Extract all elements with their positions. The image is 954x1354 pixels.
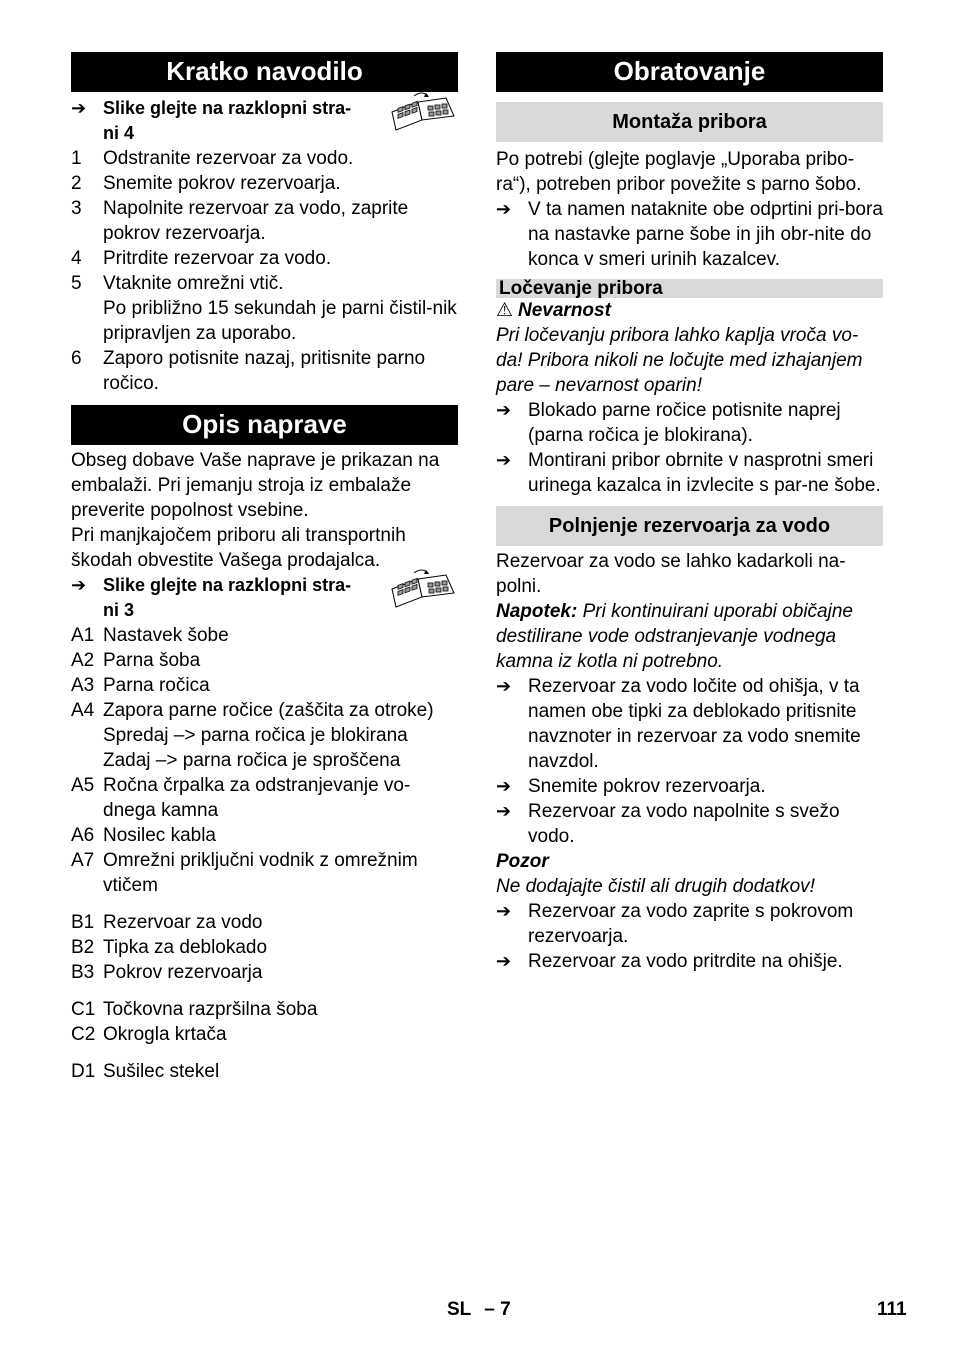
- list-item: A4 Zapora parne ročice (zaščita za otroke) Spredaj –> parna ročica je blokirana Zadaj –> parna ročica je sproščena: [71, 700, 434, 771]
- warning-icon: ⚠: [496, 300, 514, 321]
- figure-reference-2: [71, 573, 458, 623]
- steps-list: [71, 146, 458, 396]
- paragraph: Po potrebi (glejte poglavje „Uporaba pribo-ra“), potreben pribor povežite s parno šobo.: [496, 149, 862, 195]
- arrow-icon: ➔: [496, 801, 512, 821]
- parts-list-d: [71, 1059, 458, 1084]
- arrow-icon: ➔: [496, 901, 512, 921]
- list-item: A6 Nosilec kabla: [71, 825, 216, 846]
- right-column: [496, 52, 883, 974]
- parts-list-b: [71, 910, 458, 985]
- note-text: Pri kontinuirani uporabi običajne destilirane vode odstranjevanje vodnega kamna iz kotla ni potrebno.: [496, 601, 853, 672]
- figure-reference-1: [71, 96, 458, 146]
- bullet-item: ➔ Montirani pribor obrnite v nasprotni smeri urinega kazalca in izvlecite s par-ne šobe.: [496, 450, 881, 496]
- footer-language: SL: [447, 1299, 471, 1320]
- bullet-item: ➔ Blokado parne ročice potisnite naprej (parna ročica je blokirana).: [496, 400, 841, 446]
- heading-obratovanje: Obratovanje: [496, 52, 883, 92]
- paragraph: Obseg dobave Vaše naprave je prikazan na embalaži. Pri jemanju stroja iz embalaže preverite popolnost vsebine.: [71, 450, 440, 521]
- list-item: D1 Sušilec stekel: [71, 1061, 220, 1082]
- paragraph: Pri manjkajočem priboru ali transportnih škodah obvestite Vašega prodajalca.: [71, 525, 406, 571]
- parts-list-c: [71, 997, 458, 1047]
- list-item: B1 Rezervoar za vodo: [71, 912, 263, 933]
- bullet-item: ➔ Rezervoar za vodo pritrdite na ohišje.: [496, 951, 843, 972]
- danger-heading: ⚠ Nevarnost: [496, 300, 611, 321]
- spacer: [71, 985, 458, 997]
- list-item: A7 Omrežni priključni vodnik z omrežnim vtičem: [71, 850, 418, 896]
- footer-local-page: 7: [500, 1299, 511, 1320]
- caution-heading: Pozor: [496, 851, 549, 872]
- bullet-item: ➔ Rezervoar za vodo zaprite s pokrovom rezervoarja.: [496, 901, 854, 947]
- open-book-icon: [388, 567, 458, 609]
- list-item: A2 Parna šoba: [71, 650, 201, 671]
- bullet-item: ➔ Snemite pokrov rezervoarja.: [496, 776, 766, 797]
- paragraph: Rezervoar za vodo se lahko kadarkoli na-polni.: [496, 551, 846, 597]
- arrow-icon: ➔: [496, 400, 512, 420]
- list-item: A3 Parna ročica: [71, 675, 210, 696]
- arrow-icon: ➔: [496, 951, 512, 971]
- heading-kratko-navodilo: Kratko navodilo: [71, 52, 458, 92]
- spacer: [71, 898, 458, 910]
- caution-text: Ne dodajajte čistil ali drugih dodatkov!: [496, 876, 815, 897]
- arrow-icon: ➔: [496, 450, 512, 470]
- footer-section-label: [447, 1297, 511, 1322]
- list-item: 2 Snemite pokrov rezervoarja.: [71, 173, 341, 194]
- list-item: C1 Točkovna razpršilna šoba: [71, 999, 318, 1020]
- note-label: Napotek:: [496, 601, 578, 622]
- figure-reference-text: Slike glejte na razklopni stra- ni 4: [103, 98, 352, 143]
- bullet-item: ➔ V ta namen nataknite obe odprtini pri-bora na nastavke parne šobe in jih obr-nite do konca v smeri urinih kazalcev.: [496, 199, 883, 270]
- bullet-item: ➔ Rezervoar za vodo napolnite s svežo vodo.: [496, 801, 840, 847]
- parts-list-a: [71, 623, 458, 898]
- note-paragraph: [496, 599, 883, 674]
- list-item: 6 Zaporo potisnite nazaj, pritisnite parno ročico.: [71, 348, 426, 394]
- heading-polnjenje-rezervoarja: Polnjenje rezervoarja za vodo: [496, 506, 883, 546]
- page-number: 111: [877, 1299, 907, 1320]
- heading-locevanje-pribora: Ločevanje pribora: [496, 279, 883, 298]
- list-item: A1 Nastavek šobe: [71, 625, 229, 646]
- danger-text: Pri ločevanju pribora lahko kaplja vroča vo-da! Pribora nikoli ne ločujte med izhajanjem pare – nevarnost oparin!: [496, 325, 863, 396]
- bullet-item: ➔ Rezervoar za vodo ločite od ohišja, v ta namen obe tipki za deblokado pritisnite navznoter in rezervoar za vodo snemite navzdol.: [496, 676, 861, 772]
- list-item: C2 Okrogla krtača: [71, 1024, 227, 1045]
- left-column: [71, 52, 458, 1084]
- open-book-icon: [388, 90, 458, 132]
- list-item: 3 Napolnite rezervoar za vodo, zaprite pokrov rezervoarja.: [71, 198, 409, 244]
- arrow-icon: ➔: [496, 776, 512, 796]
- list-item: 1 Odstranite rezervoar za vodo.: [71, 148, 354, 169]
- arrow-icon: ➔: [71, 98, 87, 118]
- footer-separator: –: [484, 1299, 495, 1320]
- arrow-icon: ➔: [496, 199, 512, 219]
- list-item: 5 Vtaknite omrežni vtič. Po približno 15 sekundah je parni čistil-nik pripravljen za uporabo.: [71, 273, 457, 344]
- list-item: B3 Pokrov rezervoarja: [71, 962, 263, 983]
- heading-opis-naprave: Opis naprave: [71, 405, 458, 445]
- list-item: 4 Pritrdite rezervoar za vodo.: [71, 248, 332, 269]
- spacer: [71, 1047, 458, 1059]
- arrow-icon: ➔: [496, 676, 512, 696]
- arrow-icon: ➔: [71, 575, 87, 595]
- heading-montaza-pribora: Montaža pribora: [496, 102, 883, 142]
- figure-reference-text: Slike glejte na razklopni stra- ni 3: [103, 575, 352, 620]
- list-item: B2 Tipka za deblokado: [71, 937, 268, 958]
- list-item: A5 Ročna črpalka za odstranjevanje vo-dnega kamna: [71, 775, 411, 821]
